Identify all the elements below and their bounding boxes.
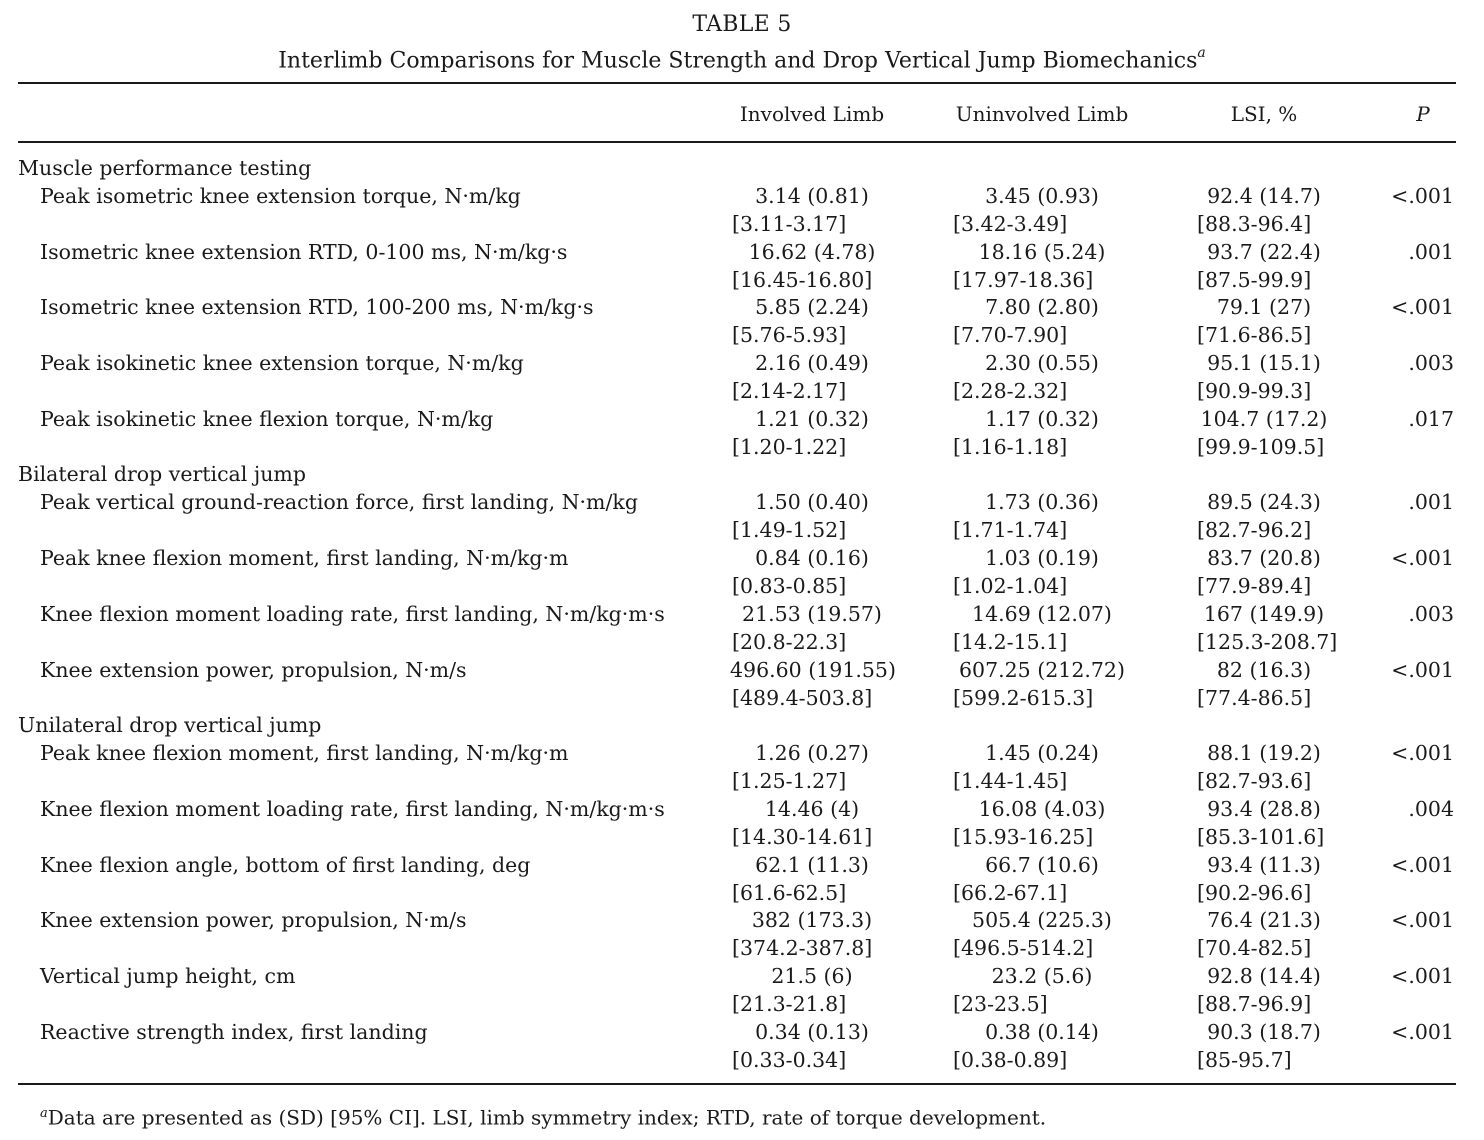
p-value: .001 — [1408, 490, 1454, 515]
involved-ci: [16.45-16.80] — [732, 267, 873, 292]
table-row — [0, 182, 1484, 238]
table-row — [0, 488, 1484, 544]
lsi-value: 104.7 (17.2) — [1200, 406, 1328, 431]
row-label: Peak isokinetic knee extension torque, N·m/kg — [40, 351, 524, 376]
uninvolved-ci: [599.2-615.3] — [953, 685, 1094, 710]
uninvolved-value: 1.17 (0.32) — [985, 406, 1099, 431]
involved-value: 382 (173.3) — [751, 908, 873, 933]
involved-value: 16.62 (4.78) — [748, 239, 876, 264]
table-row — [0, 544, 1484, 600]
involved-ci: [61.6-62.5] — [732, 880, 847, 905]
involved-value: 5.85 (2.24) — [755, 295, 869, 320]
footnote-text: Data are presented as (SD) [95% CI]. LSI, limb symmetry index; RTD, rate of torque development. — [47, 1105, 1047, 1130]
bottom-rule — [18, 1083, 1456, 1085]
uninvolved-ci: [2.28-2.32] — [953, 379, 1068, 404]
lsi-value: 76.4 (21.3) — [1207, 908, 1321, 933]
row-label: Peak isokinetic knee flexion torque, N·m/kg — [40, 406, 494, 431]
lsi-ci: [70.4-82.5] — [1197, 936, 1312, 961]
table-row — [0, 293, 1484, 349]
lsi-value: 92.8 (14.4) — [1207, 963, 1321, 988]
uninvolved-ci: [17.97-18.36] — [953, 267, 1094, 292]
table-row — [0, 906, 1484, 962]
involved-value: 2.16 (0.49) — [755, 351, 869, 376]
row-label: Peak vertical ground-reaction force, first landing, N·m/kg — [40, 490, 638, 515]
lsi-ci: [90.9-99.3] — [1197, 379, 1312, 404]
uninvolved-ci: [0.38-0.89] — [953, 1047, 1068, 1072]
uninvolved-value: 2.30 (0.55) — [985, 351, 1099, 376]
lsi-value: 92.4 (14.7) — [1207, 184, 1321, 208]
lsi-value: 82 (16.3) — [1216, 657, 1312, 682]
row-label: Knee extension power, propulsion, N·m/s — [40, 908, 467, 933]
uninvolved-value: 1.73 (0.36) — [985, 490, 1099, 515]
uninvolved-value: 1.03 (0.19) — [985, 546, 1099, 571]
lsi-ci: [85-95.7] — [1197, 1047, 1292, 1072]
involved-value: 14.46 (4) — [764, 796, 860, 821]
lsi-ci: [90.2-96.6] — [1197, 880, 1312, 905]
uninvolved-value: 0.38 (0.14) — [985, 1019, 1099, 1044]
involved-ci: [1.20-1.22] — [732, 434, 847, 459]
uninvolved-ci: [1.71-1.74] — [953, 518, 1068, 543]
row-label: Isometric knee extension RTD, 0-100 ms, N·m/kg·s — [40, 239, 568, 264]
column-header-lsi: LSI, % — [1230, 102, 1298, 126]
p-value: .004 — [1408, 796, 1454, 821]
uninvolved-ci: [7.70-7.90] — [953, 323, 1068, 348]
table-row — [0, 656, 1484, 712]
lsi-ci: [82.7-93.6] — [1197, 769, 1312, 794]
lsi-ci: [87.5-99.9] — [1197, 267, 1312, 292]
uninvolved-value: 18.16 (5.24) — [978, 239, 1106, 264]
section-heading: Bilateral drop vertical jump — [18, 462, 306, 487]
row-label: Knee flexion moment loading rate, first landing, N·m/kg·m·s — [40, 796, 665, 821]
involved-value: 1.26 (0.27) — [755, 741, 869, 766]
p-value: <.001 — [1391, 741, 1454, 766]
lsi-value: 89.5 (24.3) — [1207, 490, 1321, 515]
table-label: TABLE 5 — [692, 12, 792, 37]
table-row — [0, 851, 1484, 907]
table-row — [0, 962, 1484, 1018]
lsi-value: 79.1 (27) — [1216, 295, 1312, 320]
uninvolved-value: 505.4 (225.3) — [972, 908, 1112, 933]
row-label: Knee flexion angle, bottom of first landing, deg — [40, 852, 531, 877]
table-footnote — [40, 1100, 1046, 1132]
lsi-ci: [71.6-86.5] — [1197, 323, 1312, 348]
uninvolved-ci: [496.5-514.2] — [953, 936, 1094, 961]
involved-value: 21.5 (6) — [771, 963, 853, 988]
p-value: .003 — [1408, 601, 1454, 626]
lsi-value: 95.1 (15.1) — [1207, 351, 1321, 376]
header-rule — [18, 141, 1456, 143]
table-body — [0, 154, 1484, 1073]
lsi-value: 167 (149.9) — [1203, 601, 1325, 626]
uninvolved-value: 7.80 (2.80) — [985, 295, 1099, 320]
table-caption-text: Interlimb Comparisons for Muscle Strength and Drop Vertical Jump Biomechanics — [278, 48, 1198, 74]
involved-value: 496.60 (191.55) — [730, 657, 896, 682]
row-label: Isometric knee extension RTD, 100-200 ms, N·m/kg·s — [40, 295, 594, 320]
p-value: <.001 — [1391, 1019, 1454, 1044]
involved-ci: [374.2-387.8] — [732, 936, 873, 961]
involved-value: 3.14 (0.81) — [755, 184, 869, 208]
involved-ci: [5.76-5.93] — [732, 323, 847, 348]
p-value: <.001 — [1391, 908, 1454, 933]
column-header-involved: Involved Limb — [739, 102, 885, 126]
uninvolved-value: 14.69 (12.07) — [972, 601, 1112, 626]
row-label: Peak knee flexion moment, first landing, N·m/kg·m — [40, 741, 569, 766]
row-label: Knee extension power, propulsion, N·m/s — [40, 657, 467, 682]
involved-ci: [489.4-503.8] — [732, 685, 873, 710]
table-row — [0, 405, 1484, 461]
uninvolved-ci: [3.42-3.49] — [953, 212, 1068, 236]
p-value: .003 — [1408, 351, 1454, 376]
lsi-value: 88.1 (19.2) — [1207, 741, 1321, 766]
involved-value: 62.1 (11.3) — [755, 852, 869, 877]
uninvolved-value: 66.7 (10.6) — [985, 852, 1099, 877]
lsi-value: 93.4 (28.8) — [1207, 796, 1321, 821]
p-value: <.001 — [1391, 546, 1454, 571]
lsi-value: 93.7 (22.4) — [1207, 239, 1321, 264]
p-value: <.001 — [1391, 852, 1454, 877]
top-rule — [18, 82, 1456, 84]
lsi-value: 83.7 (20.8) — [1207, 546, 1321, 571]
p-value: <.001 — [1391, 657, 1454, 682]
involved-ci: [14.30-14.61] — [732, 824, 873, 849]
table-row — [0, 1018, 1484, 1074]
involved-value: 1.50 (0.40) — [755, 490, 869, 515]
p-value: <.001 — [1391, 295, 1454, 320]
p-value: <.001 — [1391, 963, 1454, 988]
lsi-value: 90.3 (18.7) — [1207, 1019, 1321, 1044]
uninvolved-ci: [15.93-16.25] — [953, 824, 1094, 849]
uninvolved-value: 1.45 (0.24) — [985, 741, 1099, 766]
lsi-ci: [77.9-89.4] — [1197, 574, 1312, 599]
table-row — [0, 795, 1484, 851]
p-value: .001 — [1408, 239, 1454, 264]
section-heading: Unilateral drop vertical jump — [18, 713, 322, 738]
involved-ci: [1.25-1.27] — [732, 769, 847, 794]
row-label: Knee flexion moment loading rate, first landing, N·m/kg·m·s — [40, 601, 665, 626]
uninvolved-ci: [1.44-1.45] — [953, 769, 1068, 794]
table-row — [0, 238, 1484, 294]
column-header-uninvolved: Uninvolved Limb — [955, 102, 1129, 126]
involved-ci: [3.11-3.17] — [732, 212, 847, 236]
lsi-ci: [125.3-208.7] — [1197, 629, 1338, 654]
row-label: Peak knee flexion moment, first landing, N·m/kg·m — [40, 546, 569, 571]
footnote-marker: a — [40, 1106, 48, 1121]
involved-ci: [0.33-0.34] — [732, 1047, 847, 1072]
p-value: .017 — [1408, 406, 1454, 431]
lsi-ci: [88.7-96.9] — [1197, 991, 1312, 1016]
involved-value: 0.84 (0.16) — [755, 546, 869, 571]
involved-value: 21.53 (19.57) — [742, 601, 882, 626]
uninvolved-ci: [1.02-1.04] — [953, 574, 1068, 599]
involved-ci: [1.49-1.52] — [732, 518, 847, 543]
uninvolved-ci: [66.2-67.1] — [953, 880, 1068, 905]
table-title-block — [0, 10, 1484, 76]
involved-value: 1.21 (0.32) — [755, 406, 869, 431]
lsi-ci: [85.3-101.6] — [1197, 824, 1325, 849]
row-label: Reactive strength index, first landing — [40, 1019, 428, 1044]
uninvolved-value: 3.45 (0.93) — [985, 184, 1099, 208]
uninvolved-ci: [23-23.5] — [953, 991, 1048, 1016]
p-value: <.001 — [1391, 184, 1454, 208]
table-row — [0, 600, 1484, 656]
uninvolved-value: 23.2 (5.6) — [991, 963, 1093, 988]
section-heading: Muscle performance testing — [18, 156, 312, 180]
uninvolved-value: 607.25 (212.72) — [959, 657, 1125, 682]
involved-ci: [21.3-21.8] — [732, 991, 847, 1016]
involved-ci: [0.83-0.85] — [732, 574, 847, 599]
column-header-p: P — [1416, 102, 1430, 126]
involved-ci: [20.8-22.3] — [732, 629, 847, 654]
row-label: Vertical jump height, cm — [40, 963, 296, 988]
row-label: Peak isometric knee extension torque, N·m/kg — [40, 184, 521, 208]
lsi-value: 93.4 (11.3) — [1207, 852, 1321, 877]
table-row — [0, 349, 1484, 405]
lsi-ci: [99.9-109.5] — [1197, 434, 1325, 459]
lsi-ci: [82.7-96.2] — [1197, 518, 1312, 543]
involved-value: 0.34 (0.13) — [755, 1019, 869, 1044]
lsi-ci: [88.3-96.4] — [1197, 212, 1312, 236]
table-row — [0, 739, 1484, 795]
uninvolved-ci: [1.16-1.18] — [953, 434, 1068, 459]
uninvolved-ci: [14.2-15.1] — [953, 629, 1068, 654]
caption-footnote-marker: a — [1197, 45, 1206, 61]
involved-ci: [2.14-2.17] — [732, 379, 847, 404]
lsi-ci: [77.4-86.5] — [1197, 685, 1312, 710]
table-caption — [0, 40, 1484, 76]
uninvolved-value: 16.08 (4.03) — [978, 796, 1106, 821]
